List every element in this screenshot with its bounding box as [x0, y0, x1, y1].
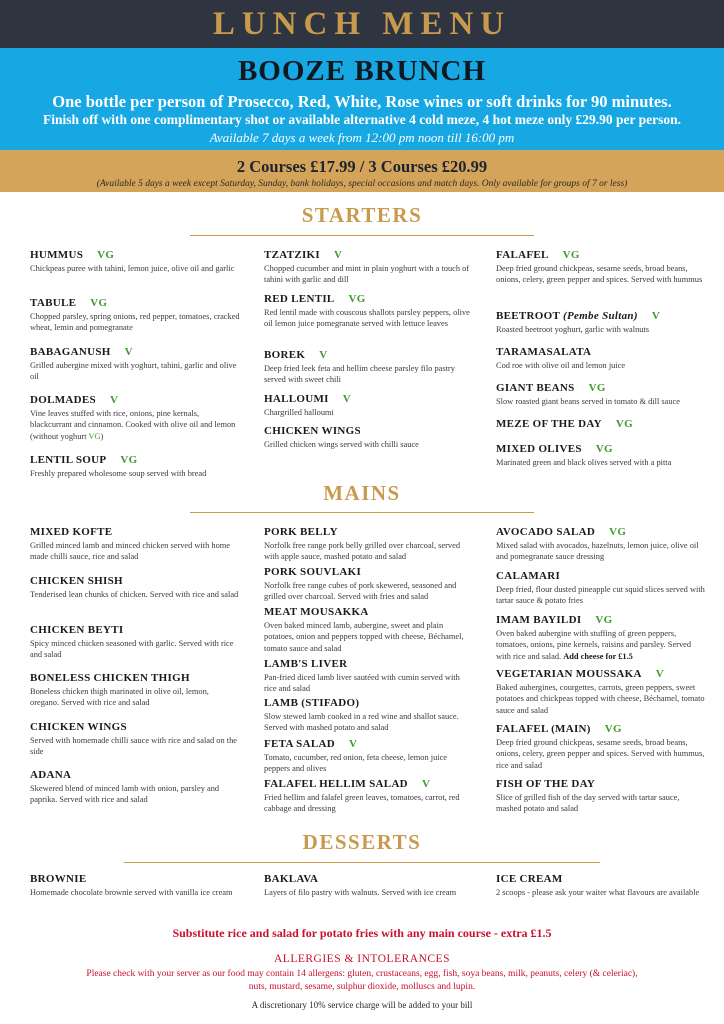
- allergy-notice: Please check with your server as our food may contain 14 allergens: gluten, crustaceans, egg, fish, soya beans, milk, peanuts, celery (& celeriac), nuts, mustard, sesame, sulphur dioxide, molluscs and lupin.: [86, 969, 638, 992]
- diet-tag: V: [421, 778, 431, 790]
- add-cheese-note: Add cheese for £1.5: [563, 651, 633, 661]
- item-name: ADANA: [30, 769, 72, 781]
- item-description: 2 scoops - please ask your waiter what flavours are available: [496, 888, 700, 897]
- item-description: Roasted beetroot yoghurt, garlic with walnuts: [496, 325, 650, 334]
- menu-item: [264, 393, 474, 418]
- item-name: BROWNIE: [30, 873, 87, 885]
- starters-rule: [190, 235, 534, 236]
- item-description: Layers of filo pastry with walnuts. Served with ice cream: [264, 888, 457, 897]
- menu-title: LUNCH MENU: [212, 6, 512, 42]
- menu-item: [496, 873, 706, 898]
- item-name: MEAT MOUSAKKA: [264, 606, 369, 618]
- item-description: Fried hellim and falafel green leaves, tomatoes, carrot, red cabbage and dressing: [264, 793, 460, 814]
- diet-tag: VG: [90, 297, 108, 309]
- diet-tag: V: [655, 668, 665, 680]
- menu-item: [496, 249, 706, 286]
- menu-item: [30, 873, 240, 898]
- item-description: Chargrilled halloumi: [264, 408, 334, 417]
- item-description: Grilled chicken wings served with chilli sauce: [264, 440, 419, 449]
- item-description: Marinated green and black olives served with a pitta: [496, 458, 672, 467]
- item-name: HALLOUMI: [264, 393, 329, 405]
- item-name: MIXED OLIVES: [496, 443, 582, 455]
- item-description: Vine leaves stuffed with rice, onions, pine kernals, blackcurrant and cinnamon. Cooked with olive oil and lemon (without yoghurt VG): [30, 409, 236, 441]
- item-description: Slice of grilled fish of the day served with tartar sauce, mashed potato and salad: [496, 793, 680, 814]
- menu-item: [264, 293, 474, 330]
- menu-item: [496, 526, 706, 563]
- diet-tag: VG: [609, 526, 627, 538]
- item-name: GIANT BEANS: [496, 382, 575, 394]
- menu-item: [496, 668, 706, 716]
- item-description: Mixed salad with avocados, hazelnuts, lemon juice, olive oil and pomegranate sauce dressing: [496, 541, 699, 562]
- menu-item: [30, 526, 240, 563]
- item-name: FALAFEL (MAIN): [496, 723, 591, 735]
- booze-brunch-availability: Available 7 days a week from 12:00 pm noon till 16:00 pm: [209, 130, 515, 145]
- booze-brunch-line1: One bottle per person of Prosecco, Red, White, Rose wines or soft drinks for 90 minutes.: [52, 92, 672, 111]
- item-name: TARAMASALATA: [496, 346, 592, 358]
- item-description: Homemade chocolate brownie served with vanilla ice cream: [30, 888, 233, 897]
- diet-tag: V: [319, 349, 328, 361]
- menu-item: [30, 575, 240, 600]
- desserts-rule: [124, 862, 600, 863]
- item-description: Chickpeas puree with tahini, lemon juice, olive oil and garlic: [30, 264, 235, 273]
- item-description: Freshly prepared wholesome soup served with bread: [30, 469, 207, 478]
- diet-tag: VG: [595, 614, 613, 626]
- item-name: CHICKEN WINGS: [30, 721, 127, 733]
- item-description: Served with homemade chilli sauce with rice and salad on the side: [30, 736, 237, 757]
- diet-tag: VG: [97, 249, 115, 261]
- item-name: TZATZIKI: [264, 249, 320, 261]
- menu-item: [496, 778, 706, 815]
- item-description: Chopped parsley, spring onions, red pepper, tomatoes, cracked wheat, lemin and pomegranate: [30, 312, 240, 333]
- item-name: FISH OF THE DAY: [496, 778, 596, 790]
- menu-item: [30, 297, 240, 334]
- diet-tag: V: [651, 310, 661, 322]
- item-description: Oven baked minced lamb, aubergine, sweet and plain potatoes, onion and peppers topped with cheese, Béchamel, tomato sauce and salad: [264, 621, 464, 653]
- item-name: BOREK: [264, 349, 306, 361]
- item-description: Skewered blend of minced lamb with onion, parsley and paprika. Served with rice and salad: [30, 784, 220, 805]
- item-name: CHICKEN WINGS: [264, 425, 361, 437]
- item-name: MIXED KOFTE: [30, 526, 113, 538]
- item-name: CHICKEN BEYTI: [30, 624, 124, 636]
- item-description: Tomato, cucumber, red onion, feta cheese, lemon juice peppers and olives: [264, 753, 448, 774]
- diet-tag: VG: [88, 431, 101, 441]
- diet-tag: V: [109, 394, 119, 406]
- mains-rule: [190, 512, 534, 513]
- item-name: IMAM BAYILDI: [496, 614, 582, 626]
- menu-item: [264, 249, 474, 286]
- item-subtitle: (Pembe Sultan): [563, 310, 638, 322]
- menu-item: [496, 443, 706, 468]
- courses-note: (Available 5 days a week except Saturday, Sunday, bank holidays, special occasions and match days. Only available for groups of 7 or less): [96, 179, 628, 189]
- item-name: CALAMARI: [496, 570, 561, 582]
- item-description: Grilled aubergine mixed with yoghurt, tahini, garlic and olive oil: [30, 361, 237, 382]
- menu-item: [30, 721, 240, 758]
- menu-item: [496, 346, 706, 371]
- item-description: Pan-fried diced lamb liver sautéed with cumin served with rice and salad: [264, 673, 460, 694]
- item-description: Deep fried ground chickpeas, sesame seeds, broad beans, onions, celery, green pepper and spices. Served with hummus, rice and salad: [496, 738, 705, 770]
- header-band: [0, 0, 724, 48]
- menu-item: [264, 526, 474, 563]
- courses-price: 2 Courses £17.99 / 3 Courses £20.99: [236, 157, 488, 176]
- menu-item: [30, 249, 240, 274]
- diet-tag: VG: [120, 454, 138, 466]
- diet-tag: V: [342, 393, 351, 405]
- desserts-heading: DESSERTS: [302, 830, 422, 854]
- menu-item: [496, 310, 706, 335]
- menu-item: [496, 614, 706, 662]
- item-name: TABULE: [30, 297, 77, 309]
- item-description: Norfolk free range pork belly grilled over charcoal, served with apple sauce, mashed potato and salad: [264, 541, 461, 562]
- diet-tag: VG: [562, 249, 580, 261]
- item-description: Slow stewed lamb cooked in a red wine and shallot sauce. Served with mashed potato and salad: [264, 712, 459, 733]
- menu-item: [30, 624, 240, 661]
- item-name: VEGETARIAN MOUSSAKA: [496, 668, 642, 680]
- service-charge-note: A discretionary 10% service charge will be added to your bill: [251, 1000, 473, 1010]
- menu-item: [496, 382, 706, 407]
- diet-tag: VG: [595, 443, 613, 455]
- item-name: PORK BELLY: [264, 526, 338, 538]
- mains-heading: MAINS: [323, 481, 401, 505]
- menu-item: [30, 672, 240, 709]
- item-name: DOLMADES: [30, 394, 96, 406]
- menu-item: [496, 418, 706, 431]
- item-name: FETA SALAD: [264, 738, 335, 750]
- item-name: AVOCADO SALAD: [496, 526, 596, 538]
- item-name: PORK SOUVLAKI: [264, 566, 362, 578]
- menu-item: [264, 778, 474, 815]
- menu-item: [496, 723, 706, 771]
- booze-brunch-band: [0, 48, 724, 150]
- diet-tag: V: [348, 738, 358, 750]
- item-description: Slow roasted giant beans served in tomato & dill sauce: [496, 397, 680, 406]
- item-name: CHICKEN SHISH: [30, 575, 123, 587]
- menu-item: [30, 769, 240, 806]
- allergy-heading: ALLERGIES & INTOLERANCES: [274, 953, 450, 965]
- menu-item: [264, 697, 474, 734]
- item-name: FALAFEL HELLIM SALAD: [264, 778, 408, 790]
- diet-tag: V: [334, 249, 343, 261]
- item-description: Baked aubergines, courgettes, carrots, green peppers, sweet potatoes and chickpeas topped with cheese, Béchamel, tomato sauce and salad: [496, 683, 705, 715]
- diet-tag: VG: [588, 382, 606, 394]
- item-name: ICE CREAM: [496, 873, 563, 885]
- menu-item: [496, 570, 706, 607]
- item-description: Cod roe with olive oil and lemon juice: [496, 361, 626, 370]
- item-description: Deep fried leek feta and hellim cheese parsley filo pastry served with sweet chili: [264, 364, 455, 385]
- item-name: BAKLAVA: [264, 873, 319, 885]
- menu-item: [30, 346, 240, 383]
- item-name: LAMB'S LIVER: [264, 658, 348, 670]
- menu-item: [264, 349, 474, 386]
- item-description: Chopped cucumber and mint in plain yoghurt with a touch of tahini with garlic and dill: [264, 264, 470, 285]
- item-name: BEETROOT: [496, 310, 560, 322]
- item-name: HUMMUS: [30, 249, 84, 261]
- diet-tag: VG: [604, 723, 622, 735]
- item-description: Grilled minced lamb and minced chicken served with home made chilli sauce, rice and salad: [30, 541, 231, 562]
- item-name: RED LENTIL: [264, 293, 335, 305]
- menu-item: [30, 394, 240, 442]
- item-name: BABAGANUSH: [30, 346, 111, 358]
- starters-heading: STARTERS: [301, 203, 423, 227]
- item-description: Deep fried ground chickpeas, sesame seeds, broad beans, onions, celery, green pepper and spices. Served with hummus: [496, 264, 703, 285]
- booze-brunch-line2: Finish off with one complimentary shot or available alternative 4 cold meze, 4 hot meze only £29.90 per person.: [42, 112, 682, 127]
- item-description: Tenderised lean chunks of chicken. Served with rice and salad: [30, 590, 239, 599]
- item-name: LENTIL SOUP: [30, 454, 107, 466]
- menu-item: [264, 738, 474, 775]
- item-name: LAMB (STIFADO): [264, 697, 360, 709]
- booze-brunch-title: BOOZE BRUNCH: [237, 55, 487, 87]
- menu-item: [30, 454, 240, 479]
- substitute-note: Substitute rice and salad for potato fries with any main course - extra £1.5: [172, 926, 552, 940]
- menu-item: [264, 425, 474, 450]
- item-description: Oven baked aubergine with stuffing of green peppers, tomatoes, onions, pine kernels, raisins and parsley. Served with rice and salad. Add cheese for £1.5: [496, 629, 692, 661]
- diet-tag: VG: [615, 418, 633, 430]
- item-description: Spicy minced chicken seasoned with garlic. Served with rice and salad: [30, 639, 234, 660]
- menu-item: [264, 606, 474, 654]
- item-description: Deep fried, flour dusted pineapple cut squid slices served with tartar sauce & potato fries: [496, 585, 705, 606]
- menu-item: [264, 873, 474, 898]
- item-name: BONELESS CHICKEN THIGH: [30, 672, 190, 684]
- item-description: Boneless chicken thigh marinated in olive oil, lemon, oregano. Served with rice and salad: [30, 687, 209, 708]
- menu-item: [264, 566, 474, 603]
- diet-tag: VG: [348, 293, 366, 305]
- diet-tag: V: [124, 346, 133, 358]
- item-name: MEZE OF THE DAY: [496, 418, 602, 430]
- menu-item: [264, 658, 474, 695]
- item-name: FALAFEL: [496, 249, 549, 261]
- courses-offer-band: [0, 150, 724, 192]
- item-description: Norfolk free range cubes of pork skewered, seasoned and grilled over charcoal. Served with fries and salad: [264, 581, 457, 602]
- item-description: Red lentil made with couscous shallots parsley peppers, olive oil lemon juice pomegranate served with lettuce leaves: [264, 308, 470, 329]
